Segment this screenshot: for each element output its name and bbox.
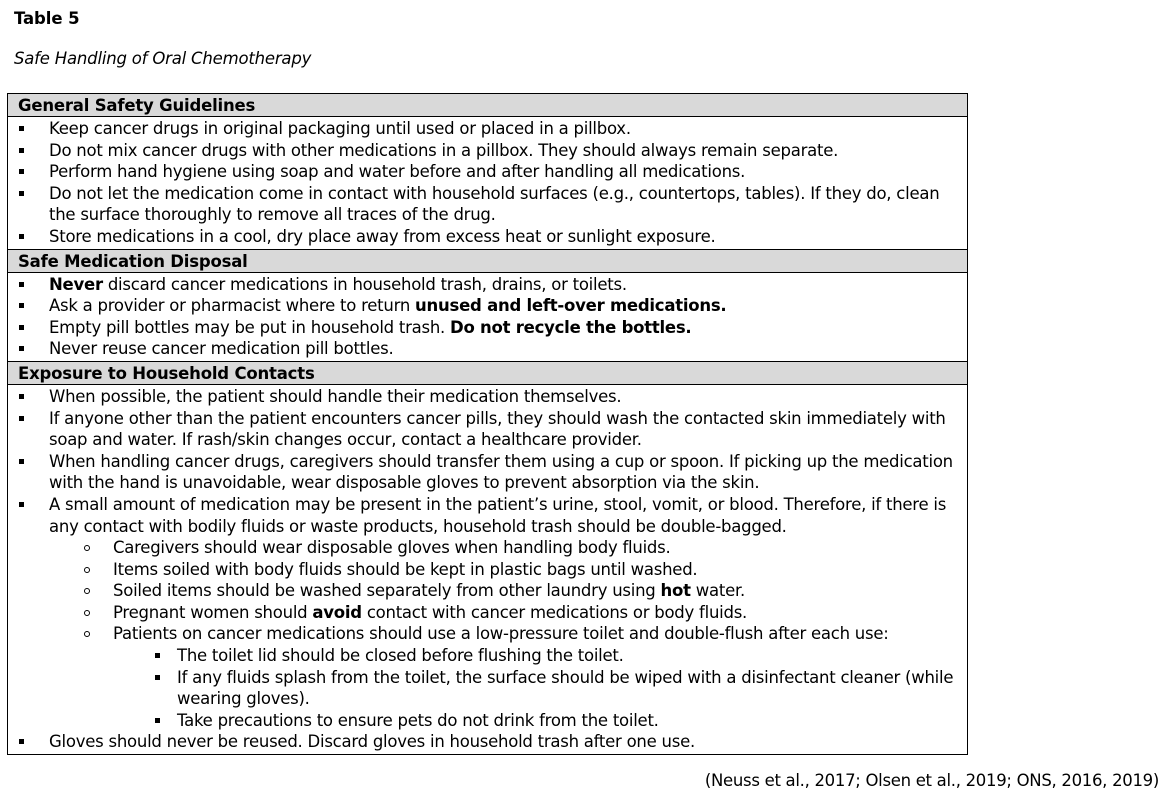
item-text: discard cancer medications in household trash, drains, or toilets. bbox=[102, 274, 627, 294]
square-bullet-icon bbox=[19, 234, 24, 239]
sub-sub-list-item bbox=[8, 710, 967, 732]
item-text: contact with cancer medications or body fluids. bbox=[361, 602, 748, 622]
sub-list-item bbox=[8, 537, 967, 559]
item-text: When handling cancer drugs, caregivers should transfer them using a cup or spoon. If picking up the medication with the hand is unavoidable, wear disposable gloves to prevent absorption via the skin. bbox=[49, 451, 953, 493]
item-text: Store medications in a cool, dry place away from excess heat or sunlight exposure. bbox=[49, 226, 716, 246]
item-emphasis: hot bbox=[660, 581, 691, 601]
square-bullet-icon bbox=[155, 653, 160, 658]
list-item bbox=[8, 494, 967, 537]
item-text: If anyone other than the patient encounters cancer pills, they should wash the contacted skin immediately with soap and water. If rash/skin changes occur, contact a healthcare provider. bbox=[49, 408, 946, 450]
list-item bbox=[8, 161, 967, 183]
item-text: The toilet lid should be closed before flushing the toilet. bbox=[177, 646, 624, 666]
item-text: Take precautions to ensure pets do not drink from the toilet. bbox=[177, 710, 659, 730]
square-bullet-icon bbox=[19, 739, 24, 744]
sub-sub-list-item bbox=[8, 645, 967, 667]
item-text: Empty pill bottles may be put in household trash. bbox=[49, 317, 451, 337]
item-text: If any fluids splash from the toilet, the surface should be wiped with a disinfectant cleaner (while wearing gloves). bbox=[177, 667, 954, 709]
item-text: Ask a provider or pharmacist where to return bbox=[49, 296, 416, 316]
square-bullet-icon bbox=[19, 282, 24, 287]
table-title: Safe Handling of Oral Chemotherapy bbox=[14, 49, 312, 68]
item-text: Do not mix cancer drugs with other medications in a pillbox. They should always remain separate. bbox=[49, 140, 839, 160]
square-bullet-icon bbox=[19, 325, 24, 330]
square-bullet-icon bbox=[19, 416, 24, 421]
section-body-general bbox=[8, 117, 967, 249]
item-text: Soiled items should be washed separately from other laundry using bbox=[113, 581, 661, 601]
item-text: Pregnant women should bbox=[113, 602, 313, 622]
item-text: Do not let the medication come in contact with household surfaces (e.g., countertops, tables). If they do, clean the surface thoroughly to remove all traces of the drug. bbox=[49, 183, 940, 225]
circle-bullet-icon bbox=[84, 610, 90, 616]
list-item bbox=[8, 731, 967, 753]
square-bullet-icon bbox=[19, 394, 24, 399]
square-bullet-icon bbox=[19, 303, 24, 308]
list-item bbox=[8, 295, 967, 317]
item-text: Perform hand hygiene using soap and water before and after handling all medications. bbox=[49, 162, 746, 182]
square-bullet-icon bbox=[19, 346, 24, 351]
list-item bbox=[8, 386, 967, 408]
item-emphasis: Do not recycle the bottles. bbox=[450, 317, 692, 337]
item-text: A small amount of medication may be present in the patient’s urine, stool, vomit, or blood. Therefore, if there is any contact with bodily fluids or waste products, household trash should be double-bagged. bbox=[49, 494, 947, 536]
safe-handling-table bbox=[7, 93, 968, 755]
item-text: When possible, the patient should handle their medication themselves. bbox=[49, 386, 622, 406]
item-text: Items soiled with body fluids should be kept in plastic bags until washed. bbox=[113, 559, 698, 579]
item-text: water. bbox=[690, 581, 745, 601]
item-text: Never reuse cancer medication pill bottles. bbox=[49, 339, 394, 359]
item-emphasis: avoid bbox=[312, 602, 362, 622]
list-item bbox=[8, 140, 967, 162]
list-item bbox=[8, 183, 967, 226]
square-bullet-icon bbox=[155, 675, 160, 680]
circle-bullet-icon bbox=[84, 631, 90, 637]
sub-list-item bbox=[8, 559, 967, 581]
square-bullet-icon bbox=[19, 169, 24, 174]
square-bullet-icon bbox=[19, 126, 24, 131]
list-item bbox=[8, 118, 967, 140]
list-item bbox=[8, 226, 967, 248]
section-body-disposal bbox=[8, 273, 967, 361]
circle-bullet-icon bbox=[84, 567, 90, 573]
square-bullet-icon bbox=[19, 191, 24, 196]
item-text: Gloves should never be reused. Discard gloves in household trash after one use. bbox=[49, 732, 695, 752]
square-bullet-icon bbox=[155, 718, 160, 723]
list-item bbox=[8, 338, 967, 360]
section-heading-exposure: Exposure to Household Contacts bbox=[8, 361, 967, 385]
sub-list-item bbox=[8, 580, 967, 602]
circle-bullet-icon bbox=[84, 545, 90, 551]
section-heading-disposal: Safe Medication Disposal bbox=[8, 249, 967, 273]
circle-bullet-icon bbox=[84, 588, 90, 594]
list-item bbox=[8, 274, 967, 296]
item-text: Keep cancer drugs in original packaging until used or placed in a pillbox. bbox=[49, 119, 631, 138]
item-emphasis: unused and left-over medications. bbox=[415, 296, 727, 316]
section-heading-general: General Safety Guidelines bbox=[8, 94, 967, 117]
list-item bbox=[8, 451, 967, 494]
sub-list-item bbox=[8, 602, 967, 624]
table-label: Table 5 bbox=[14, 9, 80, 28]
citation: (Neuss et al., 2017; Olsen et al., 2019; ONS, 2016, 2019) bbox=[704, 771, 1159, 790]
square-bullet-icon bbox=[19, 502, 24, 507]
square-bullet-icon bbox=[19, 148, 24, 153]
sub-list-item bbox=[8, 623, 967, 645]
list-item bbox=[8, 408, 967, 451]
sub-sub-list-item bbox=[8, 667, 967, 710]
item-text: Caregivers should wear disposable gloves when handling body fluids. bbox=[113, 538, 671, 558]
square-bullet-icon bbox=[19, 459, 24, 464]
section-body-exposure bbox=[8, 385, 967, 754]
item-emphasis: Never bbox=[49, 274, 103, 294]
list-item bbox=[8, 317, 967, 339]
item-text: Patients on cancer medications should use a low-pressure toilet and double-flush after each use: bbox=[113, 624, 889, 644]
